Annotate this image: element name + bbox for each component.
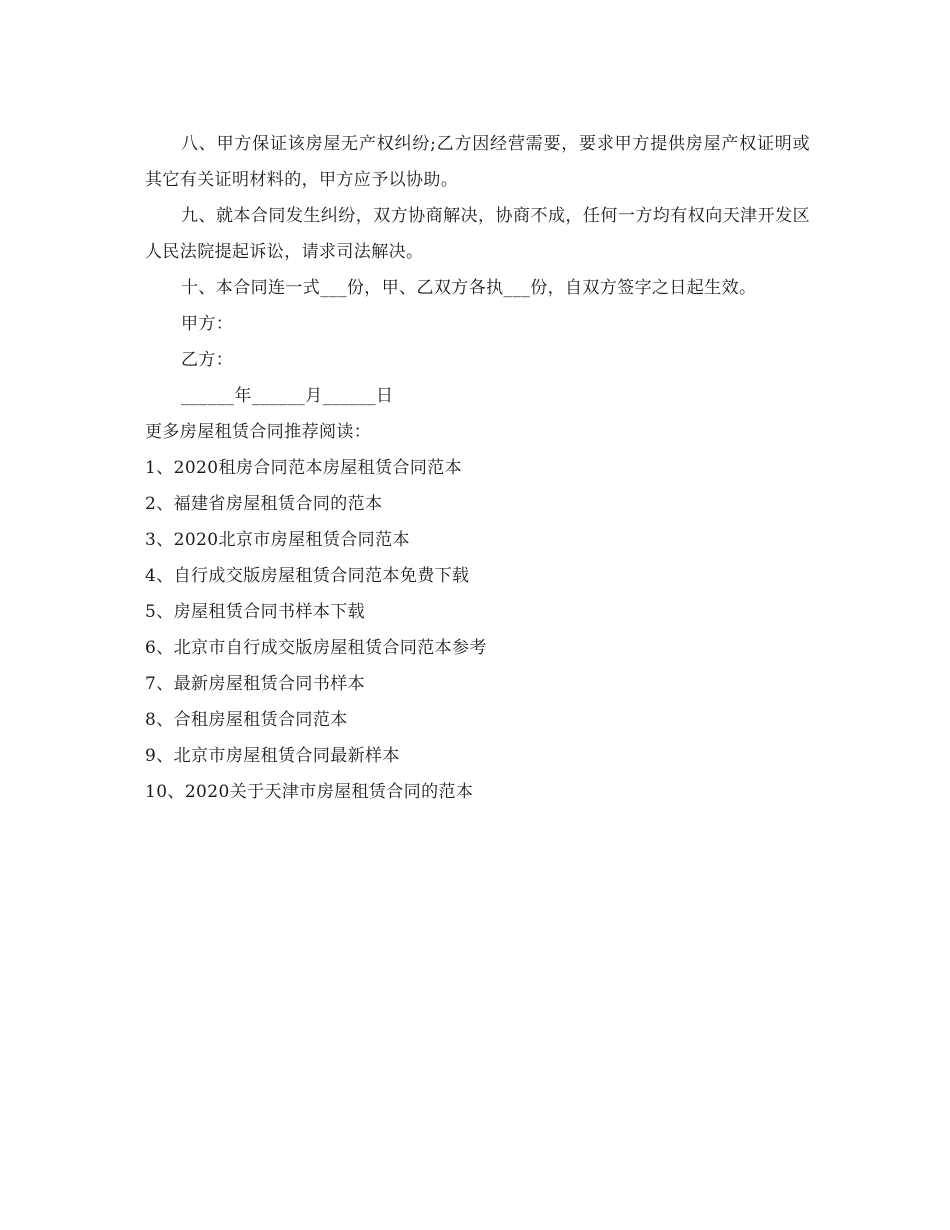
recommend-link[interactable]: 5、房屋租赁合同书样本下载	[145, 602, 366, 622]
recommend-link[interactable]: 1、2020租房合同范本房屋租赁合同范本	[145, 458, 463, 478]
recommend-link[interactable]: 4、自行成交版房屋租赁合同范本免费下载	[145, 566, 470, 586]
recommend-heading: 更多房屋租赁合同推荐阅读：	[145, 422, 372, 442]
recommend-link[interactable]: 7、最新房屋租赁合同书样本	[145, 674, 366, 694]
recommend-link[interactable]: 2、福建省房屋租赁合同的范本	[145, 494, 383, 514]
recommend-link[interactable]: 8、合租房屋租赁合同范本	[145, 710, 348, 730]
recommend-link[interactable]: 10、2020关于天津市房屋租赁合同的范本	[145, 782, 474, 802]
clause-10: 十、本合同连一式___份，甲、乙双方各执___份，自双方签字之日起生效。	[181, 278, 757, 298]
signature-date: ______年______月______日	[181, 386, 394, 406]
clause-9: 九、就本合同发生纠纷，双方协商解决，协商不成，任何一方均有权向天津开发区人民法院提起诉讼，请求司法解决。	[145, 206, 810, 262]
recommend-link[interactable]: 3、2020北京市房屋租赁合同范本	[145, 530, 410, 550]
party-a-signature: 甲方：	[181, 314, 234, 334]
recommend-link[interactable]: 6、北京市自行成交版房屋租赁合同范本参考	[145, 638, 487, 658]
recommend-list	[145, 450, 810, 810]
recommend-link[interactable]: 9、北京市房屋租赁合同最新样本	[145, 746, 400, 766]
clause-8: 八、甲方保证该房屋无产权纠纷;乙方因经营需要，要求甲方提供房屋产权证明或其它有关证明材料的，甲方应予以协助。	[145, 134, 810, 190]
document-page	[145, 126, 810, 810]
party-b-signature: 乙方：	[181, 350, 234, 370]
